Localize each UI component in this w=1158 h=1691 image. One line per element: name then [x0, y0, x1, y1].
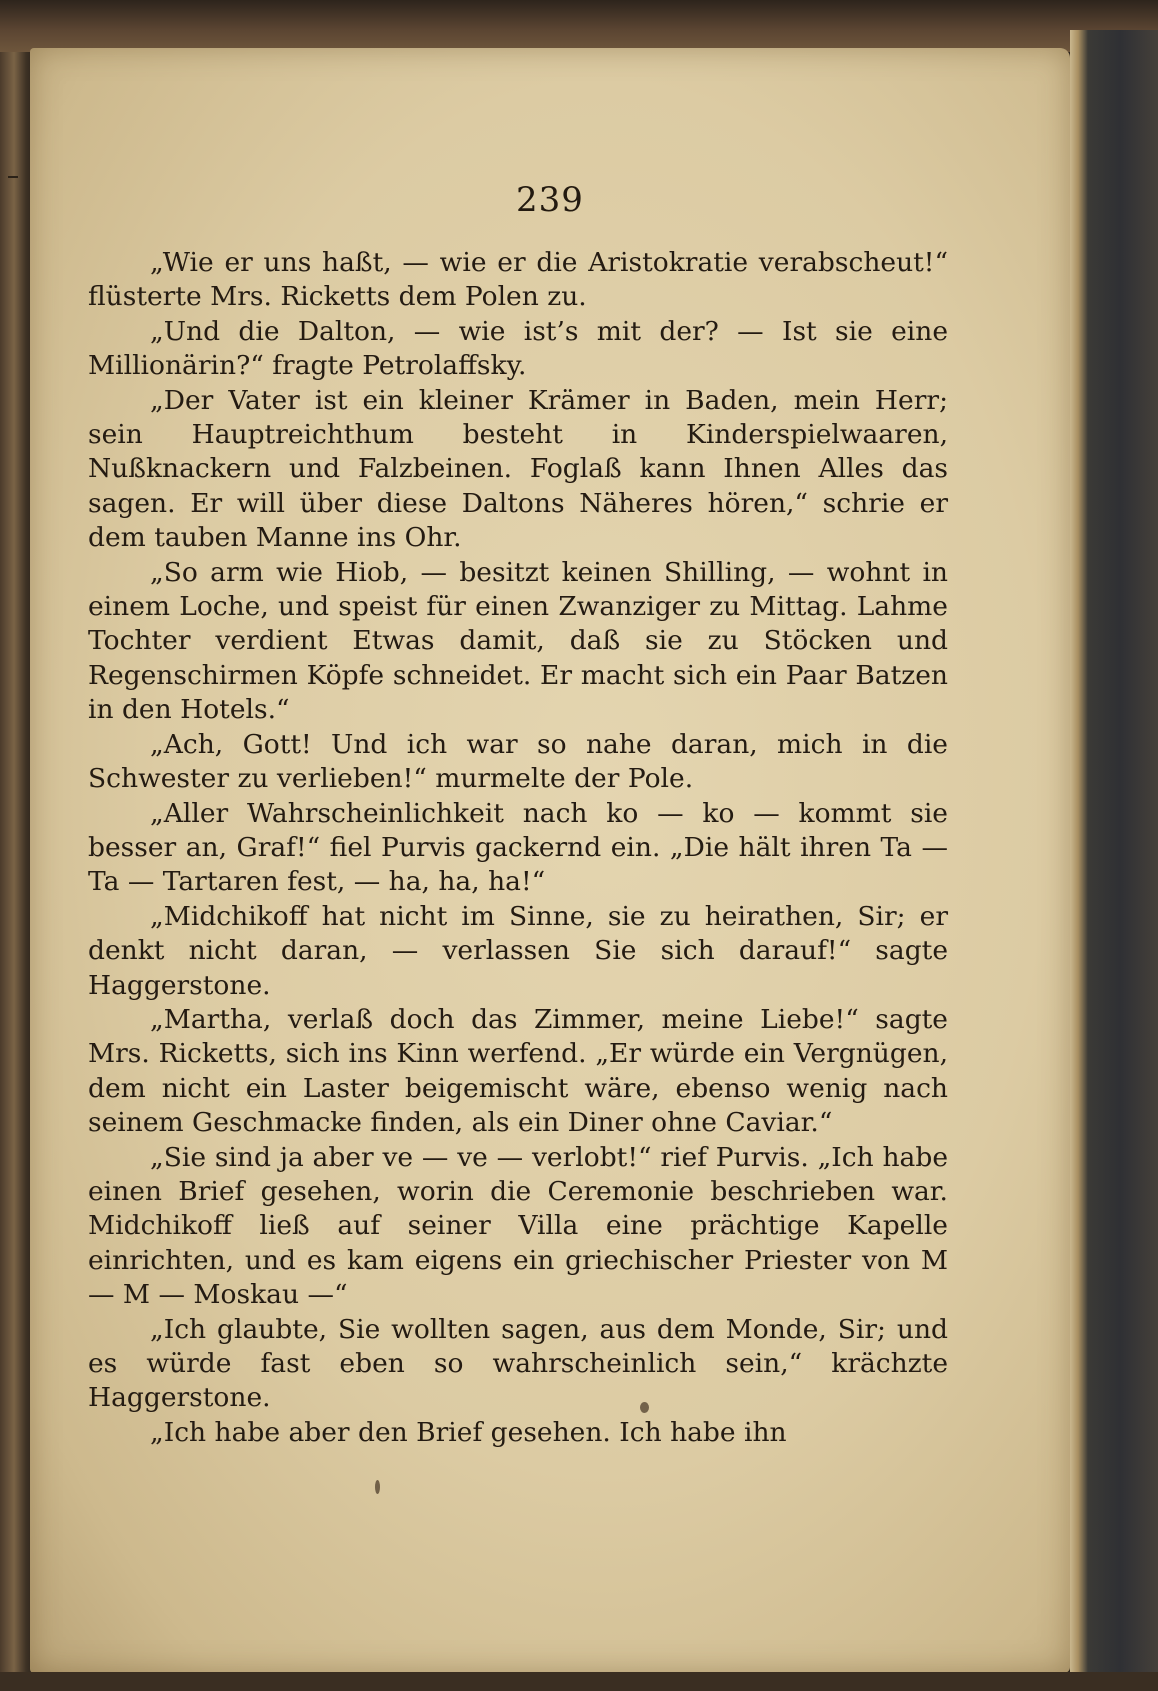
- page-number: 239: [516, 180, 584, 220]
- paragraph: „Wie er uns haßt, — wie er die Aristokratie verabscheut!“ flüsterte Mrs. Ricketts dem Polen zu.: [88, 247, 948, 313]
- paragraph: „So arm wie Hiob, — besitzt keinen Shilling, — wohnt in einem Loche, und speist für einen Zwanziger zu Mittag. Lahme Tochter verdient Etwas damit, daß sie zu Stöcken und Regenschirmen Köpfe schneidet. Er macht sich ein Paar Batzen in den Hotels.“: [88, 556, 948, 726]
- margin-mark: [8, 176, 18, 178]
- paragraph: „Ach, Gott! Und ich war so nahe daran, mich in die Schwester zu verlieben!“ murmelte der Pole.: [88, 728, 948, 795]
- paragraph: „Und die Dalton, — wie ist’s mit der? — Ist sie eine Millionärin?“ fragte Petrolaffsky.: [88, 315, 948, 382]
- ink-blot: [640, 1402, 649, 1413]
- book-page: [30, 48, 1070, 1673]
- paragraph: „Aller Wahrscheinlichkeit nach ko — ko — kommt sie besser an, Graf!“ fiel Purvis gackernd ein. „Die hält ihren Ta — Ta — Tartaren fest, — ha, ha, ha!“: [88, 797, 948, 898]
- paragraph: „Der Vater ist ein kleiner Krämer in Baden, mein Herr; sein Hauptreichthum besteht in Kinderspielwaaren, Nußknackern und Falzbeinen. Foglaß kann Ihnen Alles das sagen. Er will über diese Daltons Näheres hören,“ schrie er dem tauben Manne ins Ohr.: [88, 384, 948, 554]
- book-cover-edge: [1070, 30, 1158, 1691]
- paragraph: „Sie sind ja aber ve — ve — verlobt!“ rief Purvis. „Ich habe einen Brief gesehen, worin die Ceremonie beschrieben war. Midchikoff ließ auf seiner Villa eine prächtige Kapelle einrichten, und es kam eigens ein griechischer Priester von M — M — Moskau —“: [88, 1141, 948, 1311]
- ink-blot: [375, 1480, 380, 1494]
- book-bottom-edge: [0, 1672, 1158, 1691]
- book-top-edge: [0, 0, 1158, 52]
- paragraph: „Ich glaubte, Sie wollten sagen, aus dem Monde, Sir; und es würde fast eben so wahrscheinlich sein,“ krächzte Haggerstone.: [88, 1313, 948, 1414]
- page-text: [88, 246, 948, 1450]
- paragraph: „Ich habe aber den Brief gesehen. Ich habe ihn: [150, 1416, 787, 1448]
- paragraph: „Martha, verlaß doch das Zimmer, meine Liebe!“ sagte Mrs. Ricketts, sich ins Kinn werfend. „Er würde ein Vergnügen, dem nicht ein Laster beigemischt wäre, ebenso wenig nach seinem Geschmacke finden, als ein Diner ohne Caviar.“: [88, 1003, 948, 1139]
- paragraph: „Midchikoff hat nicht im Sinne, sie zu heirathen, Sir; er denkt nicht daran, — verlassen Sie sich darauf!“ sagte Haggerstone.: [88, 900, 948, 1001]
